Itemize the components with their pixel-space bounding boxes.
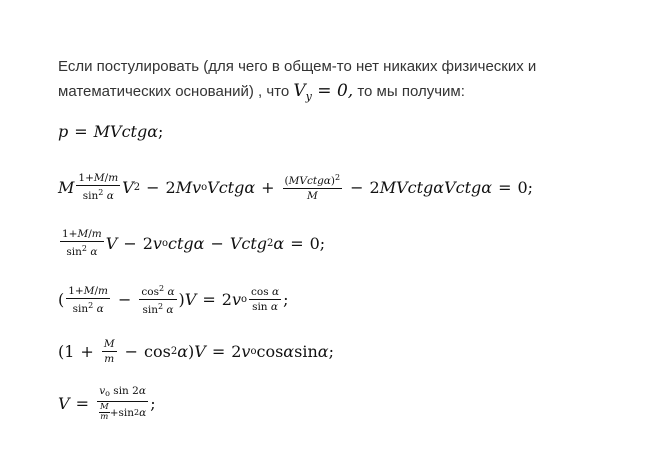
equation-5: (1 + $\frac{M}{m}$ − cos 2 α ) V = 2 v o cos α sin α ;	[58, 338, 334, 365]
fraction: $\frac{1+M/m}{\sin^2 \alpha}$	[68, 284, 109, 315]
fraction: $\frac{\text{cos α}}{\text{sin α}}$	[251, 286, 280, 313]
equation-4: ( $\frac{1+M/m}{\sin^2 \alpha}$ − $\frac{\cos^2 \alpha}{\sin^2 \alpha}$ ) V = 2 v o $\frac{\text{cos α}}{\text{sin α}}$ ;	[58, 284, 289, 316]
equation-6: V = $v_o$ sin 2α $\frac{M}{m}$ +sin 2 α ;	[58, 385, 156, 422]
fraction: $\frac{M}{m}$	[103, 338, 115, 365]
intro-paragraph	[58, 54, 618, 109]
intro-line-2-end: то мы получим:	[357, 83, 465, 100]
intro-line-2-start: математических оснований) , что	[58, 83, 290, 100]
intro-line-2	[58, 79, 618, 109]
intro-line-1: Если постулировать (для чего в общем-то нет никаких физических и	[58, 58, 537, 75]
fraction: $v_o$ sin 2α $\frac{M}{m}$ +sin 2 α	[99, 385, 147, 422]
equation-3: $\frac{1+M/m}{\sin^2 \alpha}$ V − 2 v o ctgα − Vctg 2 α = 0;	[62, 228, 326, 258]
intro-inline-math: $V_y = 0$,	[293, 81, 354, 103]
fraction: $\frac{\cos^2 \alpha}{\sin^2 \alpha}$	[141, 284, 175, 316]
fraction: $\frac{1+M/m}{\sin^2 \alpha}$	[62, 228, 102, 258]
fraction: $\frac{1+M/m}{\sin^2 \alpha}$	[78, 172, 119, 202]
equation-1: p = MVctgα ;	[58, 122, 164, 141]
fraction: $\frac{(MVctg\alpha)^2}{M}$	[284, 173, 341, 202]
equation-2: M $\frac{1+M/m}{\sin^2 \alpha}$ V 2 − 2 Mv o Vctgα + $\frac{(MVctg\alpha)^2}{M}$ − 2 MVctgαVctgα = 0;	[58, 172, 534, 202]
